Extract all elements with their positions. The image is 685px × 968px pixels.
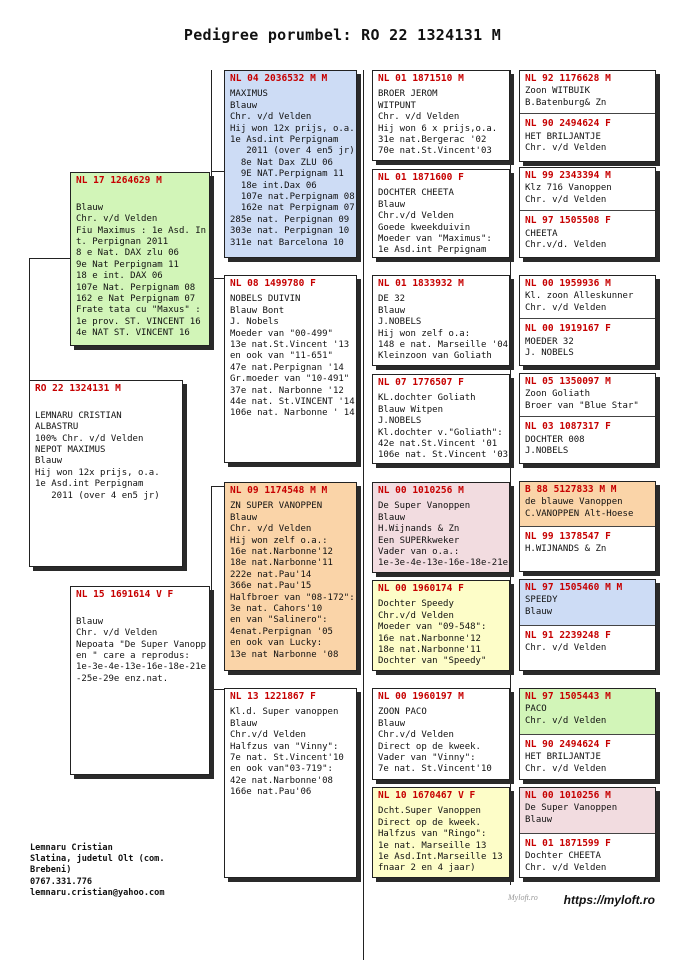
ring-number: B 88 5127833 M M (525, 484, 617, 495)
subject-card[interactable] (29, 380, 183, 567)
pigeon-details: DOCHTER 008 J.NOBELS (525, 434, 585, 457)
pigeon-details: H.WIJNANDS & Zn (525, 544, 607, 555)
ring-number: NL 15 1691614 V F (76, 589, 174, 600)
gen5-pair-card[interactable] (519, 275, 656, 366)
pigeon-details: Klz 716 Vanoppen Chr. v/d Velden (525, 183, 612, 205)
ring-number: NL 00 1010256 M (378, 485, 464, 496)
granddam-paternal-card[interactable] (224, 275, 357, 463)
owner-contact: Lemnaru Cristian Slatina, judetul Olt (com. Brebeni) 0767.331.776 lemnaru.cristian@yahoo.com (30, 843, 165, 898)
gen5-subcard[interactable] (520, 625, 655, 655)
ring-number: NL 00 1919167 F (525, 323, 611, 335)
ring-number: NL 00 1010256 M (525, 790, 611, 801)
ring-number: NL 99 1378547 F (525, 531, 611, 542)
connector-line (363, 70, 364, 960)
ring-number: NL 91 2239248 F (525, 630, 611, 641)
ring-number: NL 04 2036532 M M (230, 73, 328, 84)
connector-line (211, 171, 224, 172)
ring-number: NL 00 1959936 M (525, 278, 611, 289)
pigeon-details: Dochter CHEETA Chr. v/d Velden (525, 851, 607, 873)
granddam-maternal-card[interactable] (224, 688, 357, 878)
gen5-pair-card[interactable] (519, 70, 656, 162)
gen5-subcard[interactable] (520, 482, 655, 526)
pigeon-details: Zoon WITBUIK B.Batenburg& Zn (525, 86, 607, 108)
gen5-subcard[interactable] (520, 580, 655, 625)
ring-number: RO 22 1324131 M (35, 383, 121, 394)
connector-line (510, 70, 511, 885)
ring-number: NL 10 1670467 V F (378, 790, 476, 801)
pigeon-details: HET BRILJANTJE Chr. v/d Velden (525, 131, 607, 154)
gen5-subcard[interactable] (520, 526, 655, 556)
pigeon-details: ZOON PACO Blauw Chr.v/d Velden Direct op de kweek. Vader van "Vinny": 7e nat. St.Vincent'10 (378, 707, 492, 775)
gen4-card[interactable] (372, 482, 510, 573)
pigeon-details: Blauw Chr. v/d Velden Fiu Maximus : 1e Asd. In t. Perpignan 2011 8 e Nat. DAX zlu 06 9e Nat Perpignam 11 18 e int. DAX 06 107e Nat. Perpignam 08 162 e Nat Perpignam 07 Frate tata cu "Maxus" : 1e prov. ST. VINCENT 16 4e NAT ST. VINCENT 16 (76, 202, 207, 339)
sire-card[interactable] (70, 172, 210, 346)
pigeon-details: Dochter Speedy Chr.v/d Velden Moeder van "09-548": 16e nat.Narbonne'12 18e nat.Narbonne'11 Dochter van "Speedy" (378, 599, 487, 667)
pigeon-details: ZN SUPER VANOPPEN Blauw Chr. v/d Velden Hij won zelf o.a.: 16e nat.Narbonne'12 18e nat.Narbonne'11 222e nat.Pau'14 366e nat.Pau'15 Halfbroer van "08-172": 3e nat. Cahors'10 en van "Salinero": 4enat.Perpignan '05 en ook van Lucky: 13e nat Narbonne '08 (230, 501, 355, 660)
ring-number: NL 17 1264629 M (76, 175, 162, 186)
grandsire-maternal-card[interactable] (224, 482, 357, 671)
page-title: Pedigree porumbel: RO 22 1324131 M (183, 26, 502, 44)
gen4-card[interactable] (372, 787, 510, 878)
gen5-pair-card[interactable] (519, 167, 656, 258)
pigeon-details: HET BRILJANTJE Chr. v/d Velden (525, 752, 607, 774)
pigeon-details: De Super Vanoppen Blauw (525, 803, 618, 825)
pigeon-details: PACO Chr. v/d Velden (525, 704, 607, 726)
ring-number: NL 00 1960174 F (378, 583, 464, 594)
gen5-pair-card[interactable] (519, 688, 656, 780)
pigeon-details: De Super Vanoppen Blauw H.Wijnands & Zn Een SUPERkweker Vader van o.a.: 1e-3e-4e-13e-16e-18e-21e (378, 501, 509, 569)
pigeon-details: DOCHTER CHEETA Blauw Chr.v/d Velden Goede kweekduivin Moeder van "Maximus": 1e Asd.int Perpignam (378, 188, 492, 256)
pigeon-details: Blauw Chr. v/d Velden Nepoata "De Super Vanopp en " care a reprodus: 1e-3e-4e-13e-16e-18e-21e -25e-29e enz.nat. (76, 616, 207, 684)
ring-number: NL 09 1174548 M M (230, 485, 328, 496)
ring-number: NL 05 1350097 M (525, 376, 611, 387)
pigeon-details: SPEEDY Blauw (525, 595, 558, 617)
gen5-subcard[interactable] (520, 734, 655, 775)
gen5-pair-card[interactable] (519, 481, 656, 572)
pigeon-details: BROER JEROM WITPUNT Chr. v/d Velden Hij won 6 x prijs,o.a. 31e nat.Bergerac '02 70e nat.St.Vincent'03 (378, 89, 498, 157)
ring-number: NL 01 1871600 F (378, 172, 464, 183)
pigeon-details: Kl.d. Super vanoppen Blauw Chr.v/d Velden Halfzus van "Vinny": 7e nat. St.Vincent'10 en ook van"03-719": 42e nat.Narbonne'08 166e nat.Pau'06 (230, 707, 344, 798)
ring-number: NL 07 1776507 F (378, 377, 464, 388)
website-link[interactable]: https://myloft.ro (563, 893, 655, 907)
pigeon-details: Chr. v/d Velden (525, 643, 607, 654)
connector-line (211, 278, 224, 279)
gen5-subcard[interactable] (520, 113, 655, 154)
ring-number: NL 97 1505443 M (525, 691, 611, 702)
gen4-card[interactable] (372, 374, 510, 464)
pigeon-details: Zoon Goliath Broer van "Blue Star" (525, 389, 639, 411)
gen4-card[interactable] (372, 169, 510, 258)
connector-line (211, 486, 224, 487)
gen4-card[interactable] (372, 688, 510, 780)
connector-line (29, 258, 30, 380)
connector-line (211, 486, 212, 716)
gen5-subcard[interactable] (520, 210, 655, 251)
gen4-card[interactable] (372, 275, 510, 366)
grandsire-paternal-card[interactable] (224, 70, 357, 258)
pigeon-details: de blauwe Vanoppen C.VANOPPEN Alt-Hoese (525, 497, 634, 519)
ring-number: NL 97 1505460 M M (525, 582, 623, 593)
gen5-subcard[interactable] (520, 833, 655, 874)
connector-line (29, 258, 70, 259)
ring-number: NL 99 2343394 M (525, 170, 611, 181)
pigeon-details: MOEDER 32 J. NOBELS (525, 336, 574, 359)
ring-number: NL 90 2494624 F (525, 739, 611, 750)
ring-number: NL 92 1176628 M (525, 73, 611, 84)
pigeon-details: MAXIMUS Blauw Chr. v/d Velden Hij won 12x prijs, o.a. 1e Asd.int Perpignam 2011 (over 4 en5 jr) 8e Nat Dax ZLU 06 9E NAT.Perpignam 11 18e int.Dax 06 107e nat.Perpignam 08 162e nat Perpignam 07 285e nat. Perpignan 09 303e nat. Perpignan 10 311e nat Barcelona 10 (230, 89, 355, 248)
connector-line (211, 70, 212, 290)
gen5-pair-card[interactable] (519, 579, 656, 671)
ring-number: NL 90 2494624 F (525, 118, 611, 130)
ring-number: NL 01 1871599 F (525, 838, 611, 849)
pigeon-details: KL.dochter Goliath Blauw Witpen J.NOBELS Kl.dochter v."Goliath": 42e nat.St.Vincent '01 106e nat. St.Vincent '03 (378, 393, 509, 461)
ring-number: NL 00 1960197 M (378, 691, 464, 702)
ring-number: NL 13 1221867 F (230, 691, 316, 702)
connector-line (211, 689, 224, 690)
pigeon-details: CHEETA Chr.v/d. Velden (525, 228, 607, 251)
gen4-card[interactable] (372, 70, 510, 161)
ring-number: NL 01 1871510 M (378, 73, 464, 84)
ring-number: NL 01 1833932 M (378, 278, 464, 289)
gen5-pair-card[interactable] (519, 373, 656, 464)
ring-number: NL 97 1505508 F (525, 215, 611, 227)
pigeon-details: NOBELS DUIVIN Blauw Bont J. Nobels Moeder van "00-499" 13e nat.St.Vincent '13 en ook van "11-651" 47e nat.Perpignan '14 Gr.moeder van "10-491" 37e nat. Narbonne '12 44e nat. St.VINCENT '14 106e nat. Narbonne ' 14 (230, 294, 355, 419)
gen5-pair-card[interactable] (519, 787, 656, 878)
gen5-subcard[interactable] (520, 689, 655, 734)
pigeon-details: Dcht.Super Vanoppen Direct op de kweek. Halfzus van "Ringo": 1e nat. Marseille 13 1e Asd.Int.Marseille 13 fnaar 2 en 4 jaar) (378, 806, 503, 874)
ring-number: NL 03 1087317 F (525, 421, 611, 433)
gen5-subcard[interactable] (520, 318, 655, 359)
gen4-card[interactable] (372, 580, 510, 671)
pigeon-details: DE 32 Blauw J.NOBELS Hij won zelf o.a: 148 e nat. Marseille '04 Kleinzoon van Goliath (378, 294, 509, 362)
dam-card[interactable] (70, 586, 210, 775)
gen5-subcard[interactable] (520, 788, 655, 833)
gen5-subcard[interactable] (520, 416, 655, 457)
pigeon-details: LEMNARU CRISTIAN ALBASTRU 100% Chr. v/d Velden NEPOT MAXIMUS Blauw Hij won 12x prijs, o.a. 1e Asd.int Perpignam 2011 (over 4 en5 jr) (35, 410, 160, 501)
signature: Myloft.ro (508, 893, 538, 902)
ring-number: NL 08 1499780 F (230, 278, 316, 289)
pigeon-details: Kl. zoon Alleskunner Chr. v/d Velden (525, 291, 634, 313)
